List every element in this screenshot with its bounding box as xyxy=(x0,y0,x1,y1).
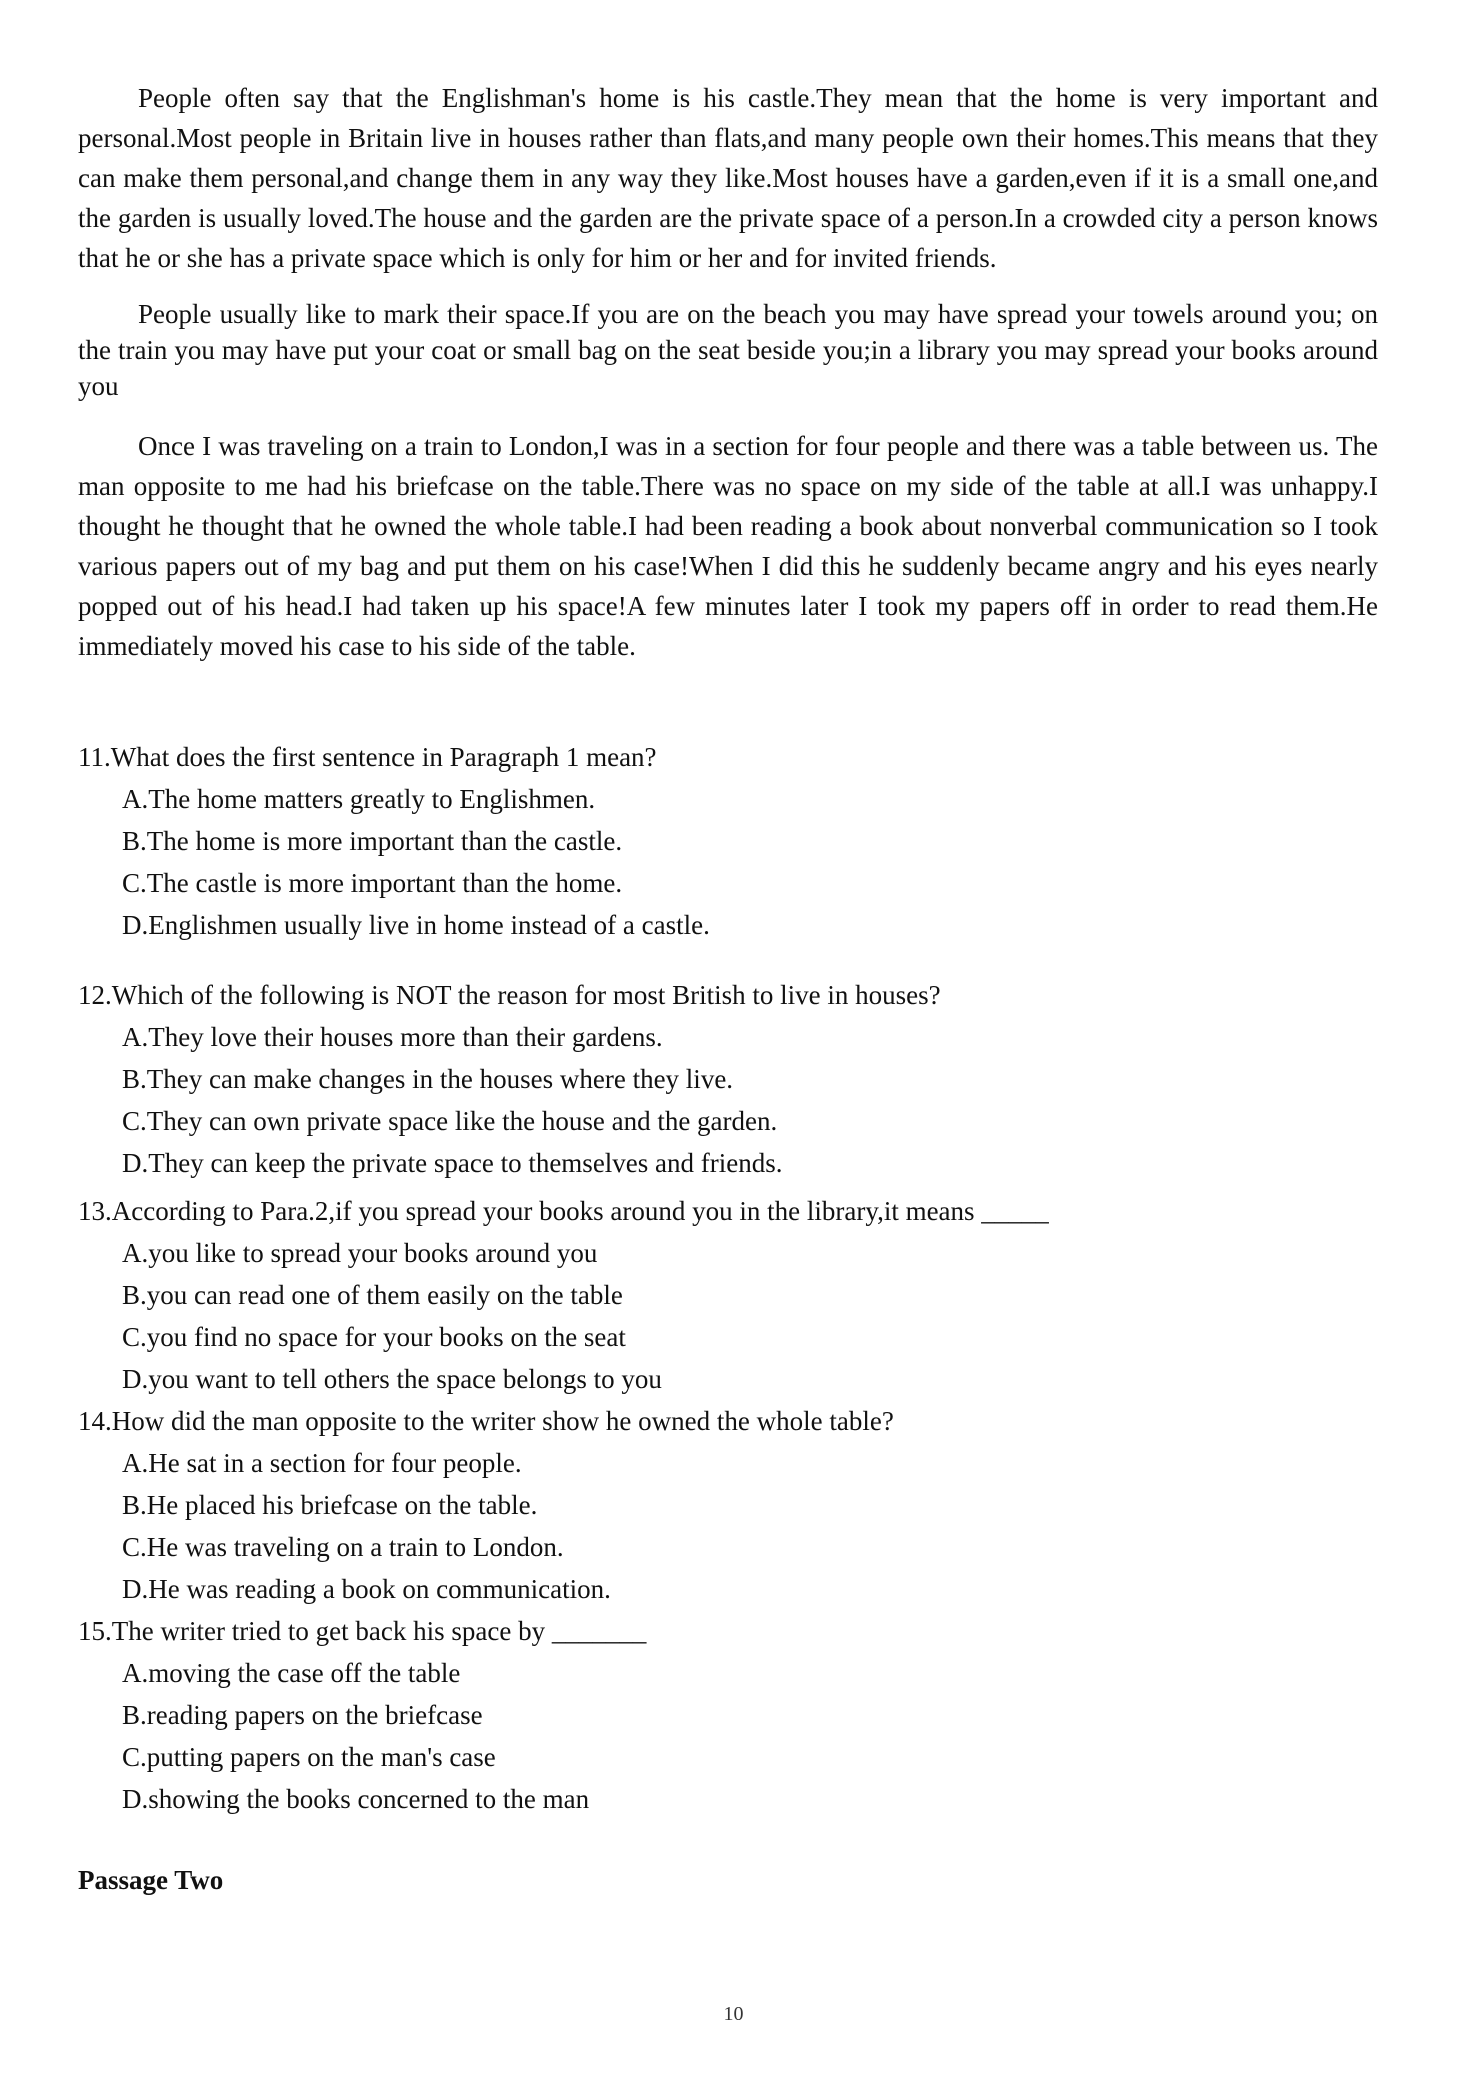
option-a: A.He sat in a section for four people. xyxy=(122,1448,522,1478)
question-11 xyxy=(78,736,1378,946)
option-d: D.you want to tell others the space belongs to you xyxy=(122,1364,662,1394)
question-stem: 11.What does the first sentence in Paragraph 1 mean? xyxy=(78,742,657,772)
section-heading-passage-two: Passage Two xyxy=(78,1865,224,1895)
option-d: D.They can keep the private space to themselves and friends. xyxy=(122,1148,783,1178)
option-a: A.moving the case off the table xyxy=(122,1658,461,1688)
option-a: A.The home matters greatly to Englishmen. xyxy=(122,784,596,814)
question-15 xyxy=(78,1610,1378,1820)
page-number: 10 xyxy=(723,2003,744,2025)
question-stem: 13.According to Para.2,if you spread your books around you in the library,it means _____ xyxy=(78,1196,1049,1226)
passage-paragraph-2: People usually like to mark their space.If you are on the beach you may have spread your towels around you; on the train you may have put your coat or small bag on the seat beside you;in a library you may spread your books around you xyxy=(78,299,1378,401)
document-page xyxy=(78,78,1378,1900)
question-stem: 14.How did the man opposite to the writer show he owned the whole table? xyxy=(78,1406,894,1436)
option-c: C.putting papers on the man's case xyxy=(122,1742,496,1772)
option-c: C.They can own private space like the house and the garden. xyxy=(122,1106,778,1136)
option-d: D.Englishmen usually live in home instead of a castle. xyxy=(122,910,710,940)
option-c: C.The castle is more important than the home. xyxy=(122,868,623,898)
option-c: C.He was traveling on a train to London. xyxy=(122,1532,564,1562)
option-c: C.you find no space for your books on the seat xyxy=(122,1322,626,1352)
passage-paragraph-1: People often say that the Englishman's home is his castle.They mean that the home is very important and personal.Most people in Britain live in houses rather than flats,and many people own their homes.This means that they can make them personal,and change them in any way they like.Most houses have a garden,even if it is a small one,and the garden is usually loved.The house and the garden are the private space of a person.In a crowded city a person knows that he or she has a private space which is only for him or her and for invited friends. xyxy=(78,83,1378,273)
option-b: B.The home is more important than the castle. xyxy=(122,826,623,856)
question-14 xyxy=(78,1400,1378,1610)
option-b: B.He placed his briefcase on the table. xyxy=(122,1490,538,1520)
question-stem: 12.Which of the following is NOT the reason for most British to live in houses? xyxy=(78,980,941,1010)
option-d: D.showing the books concerned to the man xyxy=(122,1784,590,1814)
option-b: B.reading papers on the briefcase xyxy=(122,1700,483,1730)
passage-paragraph-3: Once I was traveling on a train to London,I was in a section for four people and there was a table between us. The man opposite to me had his briefcase on the table.There was no space on my side of the table at all.I was unhappy.I thought he thought that he owned the whole table.I had been reading a book about nonverbal communication so I took various papers out of my bag and put them on his case!When I did this he suddenly became angry and his eyes nearly popped out of his head.I had taken up his space!A few minutes later I took my papers off in order to read them.He immediately moved his case to his side of the table. xyxy=(78,431,1378,661)
question-12 xyxy=(78,974,1378,1184)
option-d: D.He was reading a book on communication. xyxy=(122,1574,611,1604)
option-b: B.you can read one of them easily on the table xyxy=(122,1280,623,1310)
question-13 xyxy=(78,1190,1378,1400)
option-a: A.you like to spread your books around you xyxy=(122,1238,598,1268)
option-a: A.They love their houses more than their gardens. xyxy=(122,1022,663,1052)
option-b: B.They can make changes in the houses where they live. xyxy=(122,1064,734,1094)
question-stem: 15.The writer tried to get back his space by _______ xyxy=(78,1616,647,1646)
